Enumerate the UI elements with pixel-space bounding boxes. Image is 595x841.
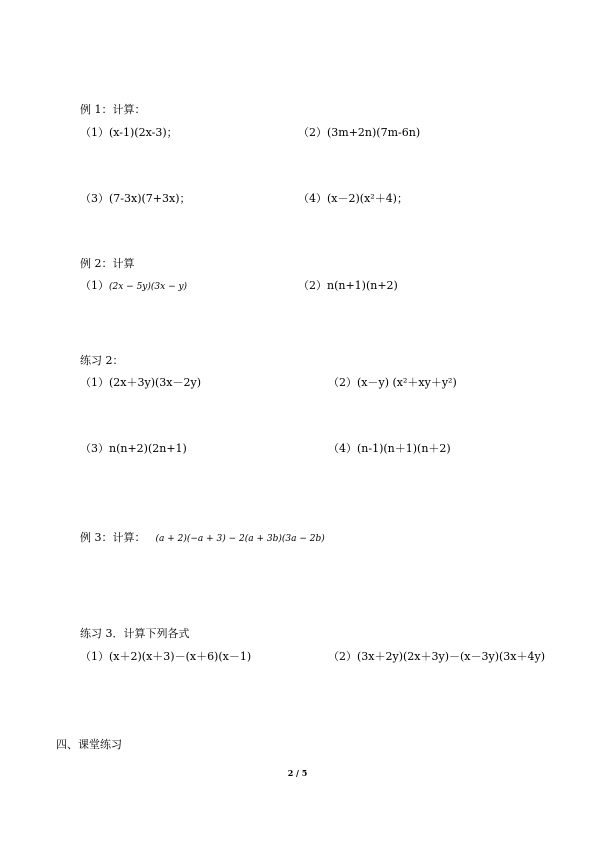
example-1-problem-4: （4）(x－2)(x²＋4)；: [298, 192, 408, 205]
practice-2-problem-3: （3）n(n+2)(2n+1): [80, 442, 187, 455]
example-2-heading: 例 2：计算: [80, 257, 135, 270]
example-1-problem-3: （3）(7-3x)(7+3x)；: [80, 192, 191, 205]
practice-2-heading: 练习 2：: [80, 354, 124, 367]
practice-3-heading: 练习 3．计算下列各式: [80, 627, 190, 640]
example-1-problem-2: （2）(3m+2n)(7m-6n): [298, 126, 421, 139]
practice-2-problem-1: （1）(2x＋3y)(3x－2y): [80, 376, 201, 389]
example-1-problem-1: （1）(x-1)(2x-3)；: [80, 126, 178, 139]
example-3: [80, 531, 325, 546]
section-4-heading: 四、课堂练习: [56, 738, 122, 751]
example-2-problem-1: [80, 279, 187, 294]
example-3-heading: 例 3：计算：: [80, 531, 146, 544]
practice-3-problem-2: （2）(3x＋2y)(2x＋3y)－(x－3y)(3x＋4y): [328, 650, 545, 663]
practice-3-problem-1: （1）(x＋2)(x＋3)－(x＋6)(x－1): [80, 650, 252, 663]
example-2-problem-2: （2）n(n+1)(n+2): [298, 279, 398, 292]
example-2-problem-1-label: （1）: [80, 279, 109, 292]
example-1-heading: 例 1：计算：: [80, 103, 146, 116]
example-3-expression: (a + 2)(−a + 3) − 2(a + 3b)(3a − 2b): [155, 534, 325, 544]
practice-2-problem-2: （2）(x－y) (x²＋xy＋y²): [328, 376, 457, 389]
example-2-problem-1-expression: (2x − 5y)(3x − y): [109, 282, 188, 292]
page-number: 2 / 5: [287, 768, 308, 778]
practice-2-problem-4: （4）(n-1)(n＋1)(n＋2): [328, 442, 451, 455]
